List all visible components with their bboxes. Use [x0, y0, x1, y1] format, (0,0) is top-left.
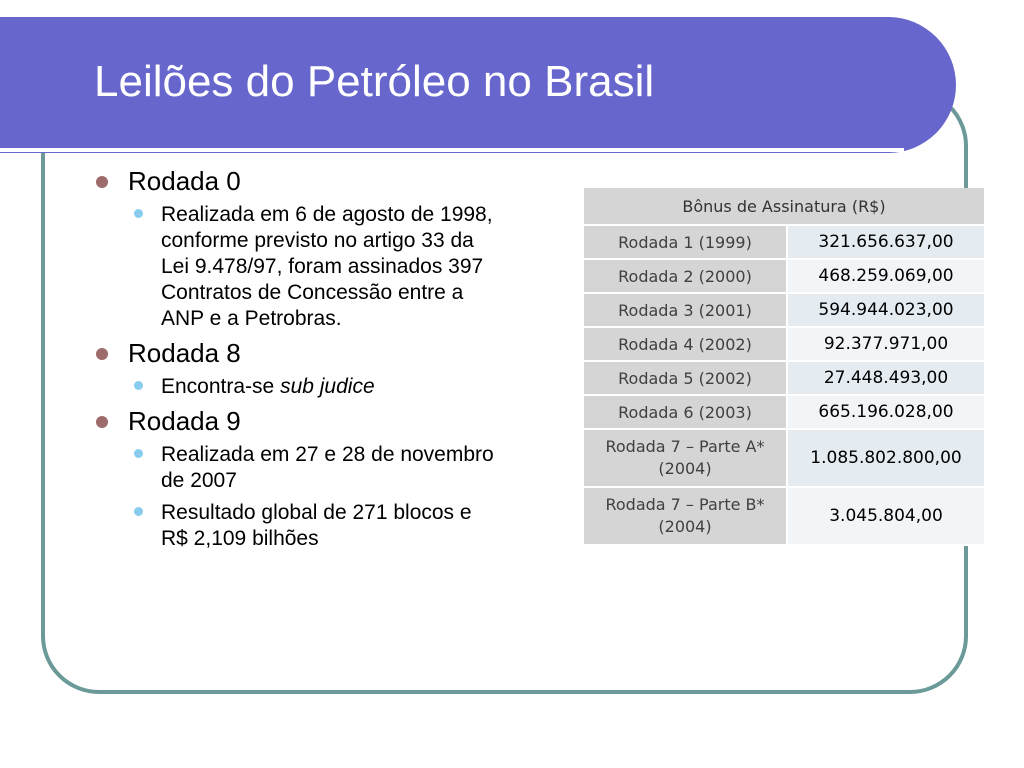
row-value: 468.259.069,00	[787, 259, 984, 293]
table-row	[584, 395, 984, 429]
sub-bullet-rodada-0	[92, 202, 512, 332]
row-label: Rodada 7 – Parte B* (2004)	[584, 487, 787, 545]
sub-bullet-dot-icon	[134, 507, 143, 516]
row-label: Rodada 5 (2002)	[584, 361, 787, 395]
sub-bullet-text: Resultado global de 271 blocos e R$ 2,109 bilhões	[161, 501, 472, 550]
row-value: 1.085.802.800,00	[787, 429, 984, 487]
sub-bullet-text	[161, 374, 501, 400]
sub-bullet-dot-icon	[134, 209, 143, 218]
row-label: Rodada 4 (2002)	[584, 327, 787, 361]
bullet-text: Rodada 0	[128, 166, 241, 196]
bullet-dot-icon	[96, 176, 108, 188]
sub-bullet-rodada-9-dates	[92, 442, 512, 494]
sub-bullet-dot-icon	[134, 381, 143, 390]
bullet-text: Rodada 8	[128, 338, 241, 368]
sub-bullet-text-prefix: Encontra-se	[161, 375, 281, 398]
row-value: 27.448.493,00	[787, 361, 984, 395]
table-row	[584, 327, 984, 361]
sub-bullet-text-italic: sub judice	[280, 375, 375, 398]
title-band	[0, 17, 956, 153]
row-label: Rodada 7 – Parte A* (2004)	[584, 429, 787, 487]
row-value: 594.944.023,00	[787, 293, 984, 327]
sub-bullet-dot-icon	[134, 449, 143, 458]
bullet-list	[92, 166, 512, 558]
row-value: 321.656.637,00	[787, 225, 984, 259]
bullet-dot-icon	[96, 416, 108, 428]
row-label: Rodada 3 (2001)	[584, 293, 787, 327]
row-label: Rodada 2 (2000)	[584, 259, 787, 293]
row-label: Rodada 1 (1999)	[584, 225, 787, 259]
table-row	[584, 259, 984, 293]
row-value: 665.196.028,00	[787, 395, 984, 429]
row-value: 92.377.971,00	[787, 327, 984, 361]
table-header: Bônus de Assinatura (R$)	[584, 188, 984, 225]
bullet-dot-icon	[96, 348, 108, 360]
sub-bullet-rodada-8	[92, 374, 512, 400]
table-row	[584, 225, 984, 259]
bullet-rodada-0	[92, 166, 512, 196]
row-value: 3.045.804,00	[787, 487, 984, 545]
sub-bullet-text: Realizada em 27 e 28 de novembro de 2007	[161, 443, 494, 492]
table-row	[584, 429, 984, 487]
title-underline	[0, 148, 904, 152]
table-row	[584, 487, 984, 545]
bullet-text: Rodada 9	[128, 406, 241, 436]
bonus-table	[584, 188, 984, 546]
table-row	[584, 293, 984, 327]
bullet-rodada-8	[92, 338, 512, 368]
slide-title: Leilões do Petróleo no Brasil	[94, 57, 655, 106]
sub-bullet-rodada-9-result	[92, 500, 512, 552]
table-row	[584, 361, 984, 395]
bullet-rodada-9	[92, 406, 512, 436]
sub-bullet-text: Realizada em 6 de agosto de 1998, conforme previsto no artigo 33 da Lei 9.478/97, foram assinados 397 Contratos de Concessão entre a ANP e a Petrobras.	[161, 203, 493, 330]
row-label: Rodada 6 (2003)	[584, 395, 787, 429]
